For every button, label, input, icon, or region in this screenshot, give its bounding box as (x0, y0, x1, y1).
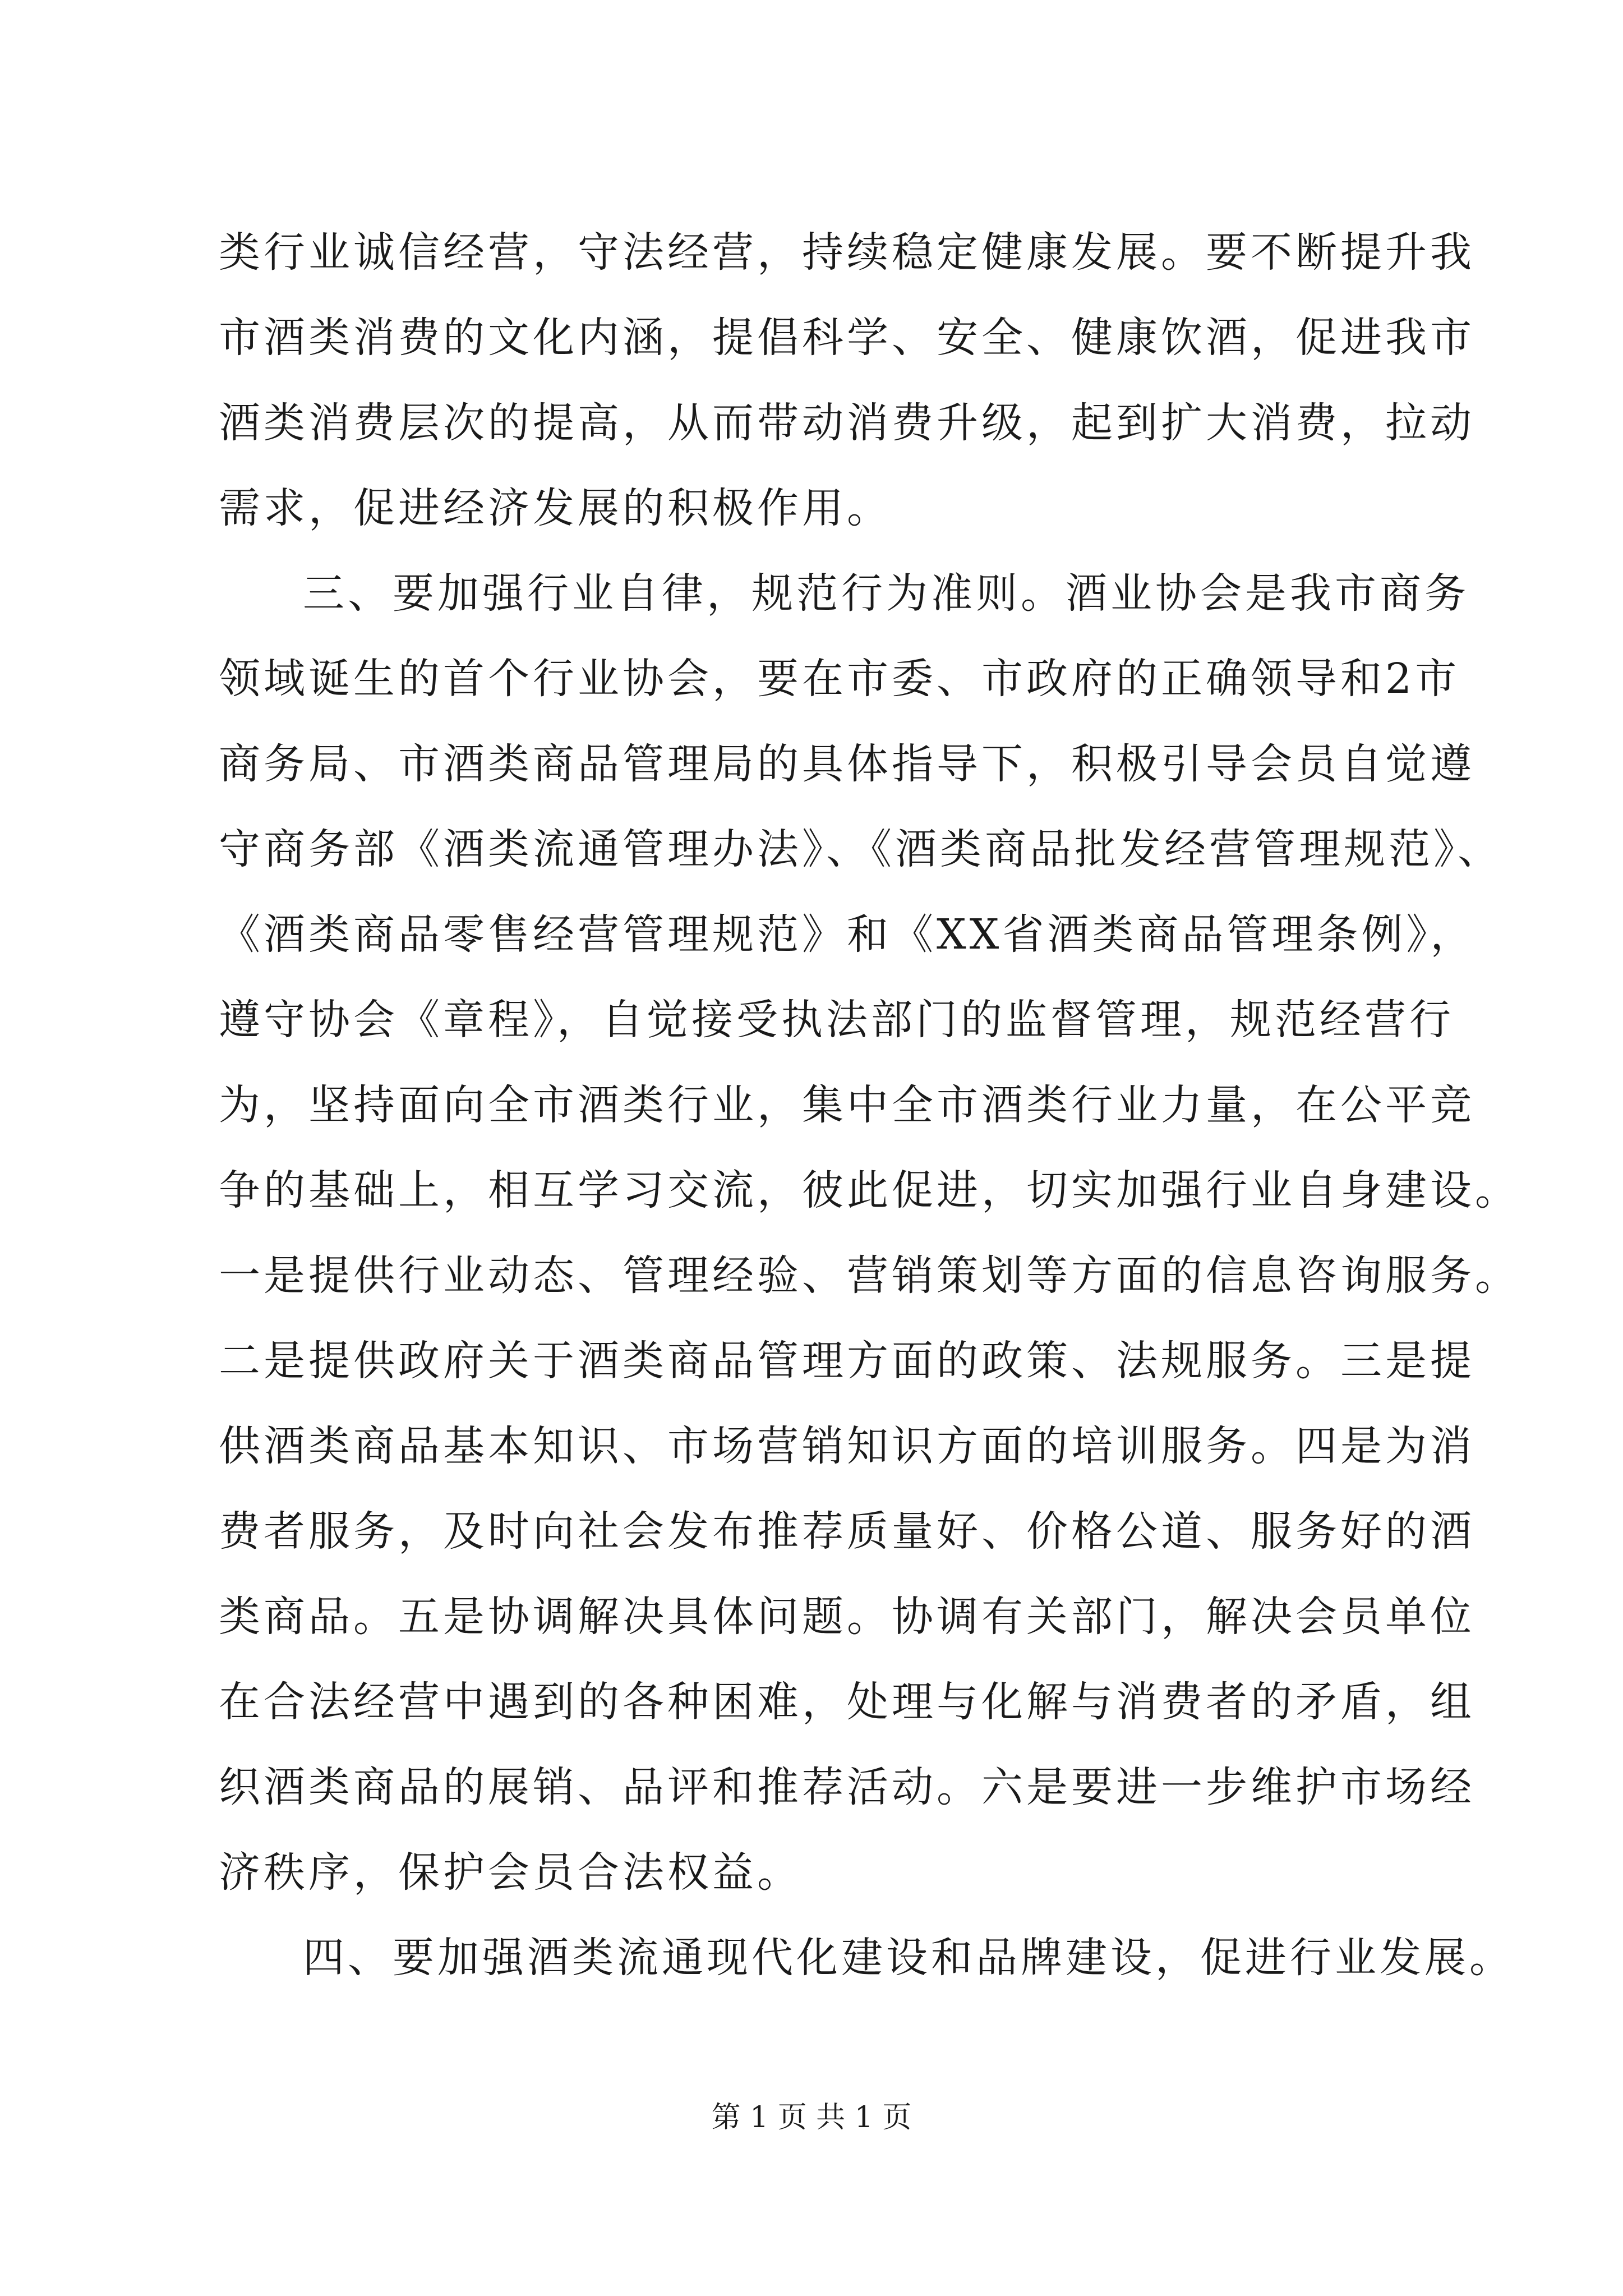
text-line: 争的基础上，相互学习交流，彼此促进，切实加强行业自身建设。 (219, 1166, 1520, 1214)
text-line: 领域诞生的首个行业协会，要在市委、市政府的正确领导和2市 (219, 655, 1460, 703)
text-line: 《酒类商品零售经营管理规范》和《XX省酒类商品管理条例》， (219, 910, 1476, 959)
text-line: 费者服务，及时向社会发布推荐质量好、价格公道、服务好的酒 (219, 1507, 1475, 1556)
text-line: 遵守协会《章程》，自觉接受执法部门的监督管理，规范经营行 (219, 996, 1454, 1044)
text-line: 类商品。五是协调解决具体问题。协调有关部门，解决会员单位 (219, 1593, 1475, 1641)
text-line: 酒类消费层次的提高，从而带动消费升级，起到扩大消费，拉动 (219, 399, 1475, 447)
text-line: 为，坚持面向全市酒类行业，集中全市酒类行业力量，在公平竞 (219, 1081, 1475, 1129)
section-4-heading-line: 四、要加强酒类流通现代化建设和品牌建设，促进行业发展。 (303, 1934, 1514, 1982)
text-line: 需求，促进经济发展的积极作用。 (219, 484, 892, 532)
text-line: 二是提供政府关于酒类商品管理方面的政策、法规服务。三是提 (219, 1337, 1475, 1385)
text-line: 商务局、市酒类商品管理局的具体指导下，积极引导会员自觉遵 (219, 740, 1475, 788)
text-line: 类行业诚信经营，守法经营，持续稳定健康发展。要不断提升我 (219, 228, 1475, 277)
text-line: 守商务部《酒类流通管理办法》、《酒类商品批发经营管理规范》、 (219, 825, 1502, 873)
text-line: 在合法经营中遇到的各种困难，处理与化解与消费者的矛盾，组 (219, 1678, 1475, 1726)
text-line: 供酒类商品基本知识、市场营销知识方面的培训服务。四是为消 (219, 1422, 1475, 1470)
text-line: 织酒类商品的展销、品评和推荐活动。六是要进一步维护市场经 (219, 1763, 1475, 1811)
section-3-heading-line: 三、要加强行业自律，规范行为准则。酒业协会是我市商务 (303, 569, 1469, 618)
text-line: 济秩序，保护会员合法权益。 (219, 1848, 802, 1897)
text-line: 市酒类消费的文化内涵，提倡科学、安全、健康饮酒，促进我市 (219, 314, 1475, 362)
text-line: 一是提供行业动态、管理经验、营销策划等方面的信息咨询服务。 (219, 1251, 1520, 1300)
page-footer: 第 1 页 共 1 页 (711, 2101, 912, 2134)
